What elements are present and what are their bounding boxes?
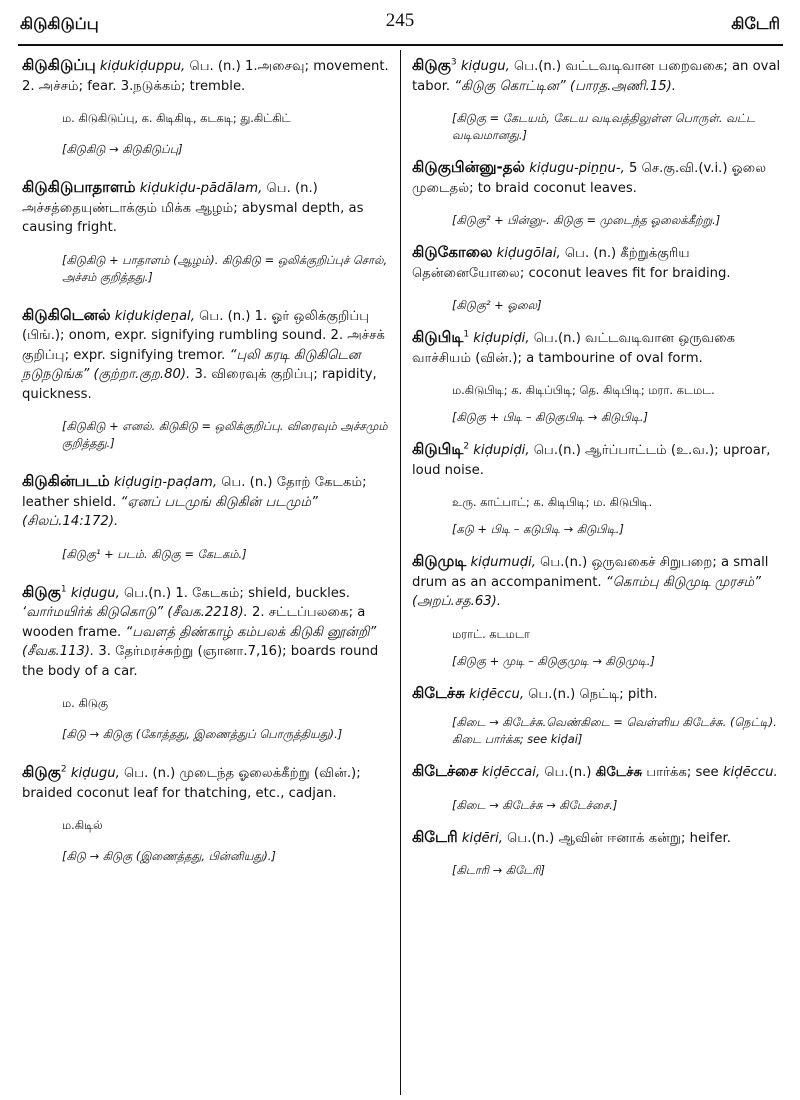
transliteration: kiḍugu-piṉṉu-, xyxy=(529,161,625,176)
page-number: 245 xyxy=(385,10,415,31)
etymology: [கிடுகிடு + எனல். கிடுகிடு = ஒலிக்குறிப்பு. விரைவும் அச்சமும் குறித்தது.] xyxy=(62,419,388,450)
transliteration: kiḍukiḍeṉal, xyxy=(114,308,195,324)
cross-reference: கிடேச்சு xyxy=(595,765,643,780)
etymology: [கிடுகு = கேடயம், கேடய வடிவத்திலுள்ள பொருள். வட்ட வடிவமானது.] xyxy=(452,111,756,142)
entry-kidukidenal xyxy=(22,306,392,405)
quotation: “பவளத் திண்காழ் கம்பலக் கிடுகி னூன்றி” (சீவக.113). xyxy=(22,624,377,659)
homonym-number: 1 xyxy=(463,329,470,340)
headword: கிடுபிடி xyxy=(412,328,464,346)
entry-kidukidu-padalam xyxy=(22,178,392,238)
definition: பெ. (n.) முடைந்த ஓலைக்கீற்று (வின்.); braided coconut leaf for thatching, etc., cadjan. xyxy=(22,766,361,801)
cognates: ம. கிடுகிடுப்பு, க. கிடிகிடி, கடகடி; து.கிட்கிட் xyxy=(62,111,291,125)
etymology: [கிடு → கிடுகு (இணைத்தது, பின்னியது).] xyxy=(62,849,276,863)
guide-word-left: கிடுகிடுப்பு xyxy=(20,14,99,33)
headword: கிடுகு xyxy=(412,56,451,74)
left-column xyxy=(22,56,392,865)
definition: பெ.(n.) ஆர்ப்பாட்டம் (உ.வ.); uproar, loud noise. xyxy=(412,443,771,478)
etymology: [கிடுகு² + பின்னு-. கிடுகு = முடைந்த ஓலைக்கீற்று.] xyxy=(452,213,721,227)
definition: பெ.(n.) ஆவின் ஈனாக் கன்று; heifer. xyxy=(507,830,731,846)
headword: கிடுகின்படம் xyxy=(22,472,110,490)
headword: கிடுபிடி xyxy=(412,440,464,458)
definition: பெ. (n.) அச்சத்தையுண்டாக்கும் மிக்க ஆழம்; abysmal depth, as causing fright. xyxy=(22,181,364,235)
cognates: உரு. காட்பாட்; க. கிடிபிடி; ம. கிடுபிடி. xyxy=(452,495,653,509)
transliteration: kiḍugu, xyxy=(70,585,120,601)
transliteration: kiḍugōlai, xyxy=(496,246,561,261)
headword: கிடுகு xyxy=(22,763,61,781)
definition: பார்க்க; see xyxy=(646,765,723,780)
etymology: [கிடுகிடு → கிடுகிடுப்பு] xyxy=(62,142,183,156)
etymology: [கிடை → கிடேச்சு → கிடேச்சை.] xyxy=(452,797,618,812)
etymology: [கிடுகு² + ஓலை] xyxy=(452,298,542,312)
definition: பெ.(n.) 1. கேடகம்; shield, buckles. xyxy=(124,585,350,601)
entry-kidupidi-2 xyxy=(412,440,782,480)
definition: 2. சட்டப்பலகை; a wooden frame. xyxy=(22,605,366,640)
definition: பெ.(n.) நெட்டி; pith. xyxy=(528,686,658,702)
transliteration: kiḍukiḍuppu, xyxy=(99,59,186,74)
definition: 3. விரைவுக் குறிப்பு; rapidity, quickness. xyxy=(22,367,377,402)
headword: கிடுகு xyxy=(22,582,61,601)
etymology: [கிடாரி → கிடேரி] xyxy=(452,863,545,877)
entry-kidumudi xyxy=(412,552,782,612)
etymology: [கிடு → கிடுகு (கோத்தது, இணைத்துப் பொருத்தியது).] xyxy=(62,727,343,741)
transliteration: kiḍupiḍi, xyxy=(473,331,530,346)
entry-kidugu-3 xyxy=(412,56,782,96)
quotation: “ஏனப் படமுங் கிடுகின் படமும்” (சிலப்.14:172). xyxy=(22,494,318,529)
column-divider xyxy=(400,50,401,1095)
definition: 5 செ.கு.வி.(v.i.) ஓலை முடைதல்; to braid coconut leaves. xyxy=(412,161,767,196)
transliteration: kiḍukiḍu-pādālam, xyxy=(139,181,263,196)
headword: கிடேச்சு xyxy=(412,683,465,702)
page-header xyxy=(0,0,800,44)
guide-word-right: கிடேரி xyxy=(731,14,780,33)
entry-kidukiduppu xyxy=(22,56,392,96)
quotation: “கிடுகு கொட்டின” (பாரத.அணி.15). xyxy=(454,78,676,94)
entry-kideri xyxy=(412,828,782,849)
headword: கிடுகிடுப்பு xyxy=(22,56,96,74)
definition: பெ.(n.) வட்டவடிவான பறைவகை; an oval tabor. xyxy=(412,59,781,94)
definition: பெ. (n.) 1.அசைவு; movement. 2. அச்சம்; fear. 3.நடுக்கம்; tremble. xyxy=(22,59,389,94)
entry-kidupidi-1 xyxy=(412,328,782,368)
etymology: [கிடுகு + முடி – கிடுகுமுடி → கிடுமுடி.] xyxy=(452,653,655,668)
definition: பெ.(n.) xyxy=(544,765,596,780)
quotation: “புலி கரடி கிடுகிடென நடுநடுங்க” (குற்றா.குற.80). xyxy=(22,347,361,382)
homonym-number: 3 xyxy=(450,57,457,68)
transliteration: kiḍugu, xyxy=(70,766,120,781)
homonym-number: 1 xyxy=(60,584,67,595)
etymology: [கிடுகு + பிடி – கிடுகுபிடி → கிடுபிடி.] xyxy=(452,410,648,424)
headword: கிடேச்சை xyxy=(412,762,478,780)
entry-kidugu-2 xyxy=(22,763,392,803)
etymology: [கடு + பிடி – கடுபிடி → கிடுபிடி.] xyxy=(452,522,624,536)
transliteration: kiḍēccai, xyxy=(481,765,541,780)
definition: பெ. (n.) 1. ஓர் ஒலிக்குறிப்பு (பிங்.); onom, expr. signifying rumbling sound. 2. அச்சக் குறிப்பு; expr. signifying tremor. xyxy=(22,308,385,363)
cognates: ம. கிடுகு xyxy=(62,696,108,710)
etymology: [கிடுகு¹ + படம். கிடுகு = கேடகம்.] xyxy=(62,546,247,561)
cognates: மராட். கடமடா xyxy=(452,626,530,641)
definition: பெ. (n.) கீற்றுக்குரிய தென்னையோலை; coconut leaves fit for braiding. xyxy=(412,246,731,281)
transliteration: kiḍēccu. xyxy=(722,765,778,780)
transliteration: kiḍumuḍi, xyxy=(470,555,536,570)
transliteration: kiḍupiḍi, xyxy=(473,443,530,458)
etymology: [கிடுகிடு + பாதாளம் (ஆழம்). கிடுகிடு = ஒலிக்குறிப்புச் சொல், அச்சம் குறித்தது.] xyxy=(62,252,388,284)
entry-kideccu xyxy=(412,684,782,705)
headword: கிடுகிடெனல் xyxy=(22,305,111,324)
cognates: ம.கிடில் xyxy=(62,818,103,832)
cognates: ம.கிடுபிடி; க. கிடிப்பிடி; தெ. கிடிபிடி; மரா. கடமட. xyxy=(452,383,715,397)
quotation: “கொம்பு கிடுமுடி முரசம்” (அறப்.சத.63). xyxy=(412,574,761,609)
entry-kidugin-padam xyxy=(22,472,392,532)
entry-kidugu-pinnu xyxy=(412,158,782,198)
headword: கிடுமுடி xyxy=(412,552,467,570)
transliteration: kiḍugiṉ-paḍam, xyxy=(113,475,218,490)
header-rule xyxy=(18,44,783,46)
entry-kidugu-1 xyxy=(22,583,392,682)
headword: கிடுகுபின்னு-தல் xyxy=(412,158,525,176)
transliteration: kiḍugu, xyxy=(460,59,510,74)
transliteration: kiḍēccu, xyxy=(469,686,525,702)
right-column xyxy=(412,56,782,879)
headword: கிடுகோலை xyxy=(412,243,493,261)
transliteration: kiḍēri, xyxy=(461,830,503,846)
homonym-number: 2 xyxy=(463,441,470,452)
definition: பெ.(n.) ஒருவகைச் சிறுபறை; a small drum as an accompaniment. xyxy=(412,555,769,590)
definition: பெ.(n.) வட்டவடிவான ஒருவகை வாச்சியம் (வின்.); a tambourine of oval form. xyxy=(412,331,736,366)
definition: 3. தேர்மரச்சுற்று (ஞானா.7,16); boards round the body of a car. xyxy=(22,644,379,679)
homonym-number: 2 xyxy=(60,764,67,775)
quotation: ‘வார்மயிர்க் கிடுகொடு” (சீவக.2218). xyxy=(22,605,248,620)
entry-kideccai xyxy=(412,762,782,783)
etymology: [கிடை → கிடேச்சு.வெண்கிடை = வெள்ளிய கிடேச்சு. (நெட்டி). கிடை பார்க்க; see kiḍai] xyxy=(452,715,777,746)
headword: கிடேரி xyxy=(412,827,458,846)
headword: கிடுகிடுபாதாளம் xyxy=(22,178,136,196)
definition: பெ. (n.) தோற் கேடகம்; leather shield. xyxy=(22,475,367,510)
entry-kidugolai xyxy=(412,243,782,283)
